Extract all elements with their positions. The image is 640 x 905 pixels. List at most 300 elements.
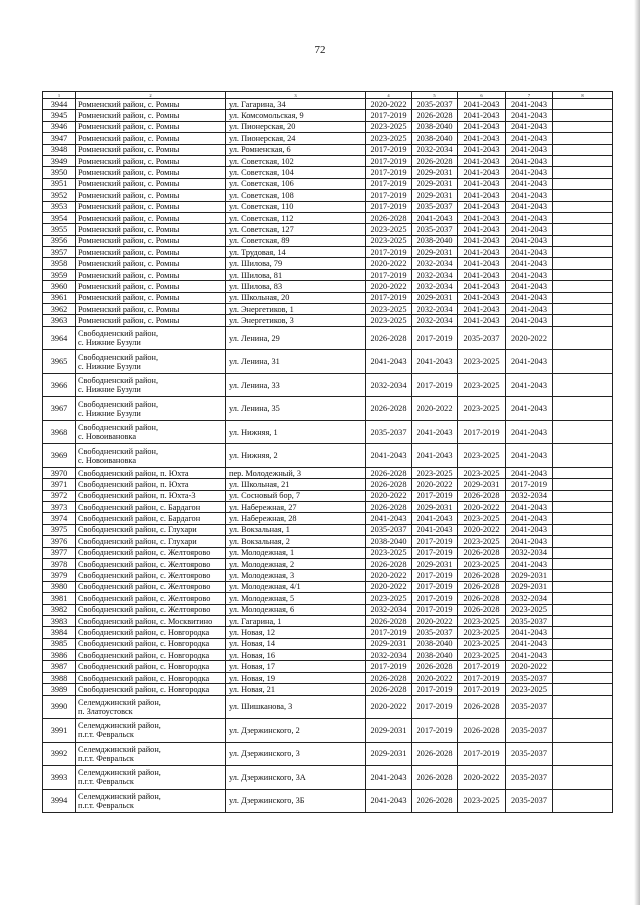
cell-c5: 2029-2031 <box>412 167 458 178</box>
table-row <box>43 479 613 490</box>
cell-c7: 2041-2043 <box>506 224 553 235</box>
cell-area: Ромненский район, с. Ромны <box>76 315 226 326</box>
cell-area: Ромненский район, с. Ромны <box>76 269 226 280</box>
cell-c6: 2023-2025 <box>458 650 506 661</box>
cell-c6: 2041-2043 <box>458 292 506 303</box>
cell-c6: 2026-2028 <box>458 581 506 592</box>
cell-c6: 2041-2043 <box>458 304 506 315</box>
cell-num: 3976 <box>43 536 76 547</box>
cell-addr: ул. Ленина, 31 <box>226 350 366 374</box>
cell-c5: 2020-2022 <box>412 672 458 683</box>
cell-c7: 2041-2043 <box>506 292 553 303</box>
cell-c5: 2023-2025 <box>412 467 458 478</box>
cell-c7: 2041-2043 <box>506 201 553 212</box>
cell-c8 <box>553 190 613 201</box>
cell-addr: ул. Комсомольская, 9 <box>226 110 366 121</box>
cell-addr: ул. Пионерская, 24 <box>226 133 366 144</box>
cell-addr: ул. Новая, 21 <box>226 684 366 695</box>
cell-c8 <box>553 99 613 110</box>
cell-c4: 2029-2031 <box>366 638 412 649</box>
cell-c4: 2026-2028 <box>366 212 412 223</box>
cell-c7: 2041-2043 <box>506 501 553 512</box>
cell-num: 3987 <box>43 661 76 672</box>
cell-num: 3966 <box>43 373 76 397</box>
cell-area: Свободненский район, с. Москвитино <box>76 615 226 626</box>
cell-c5: 2017-2019 <box>412 326 458 350</box>
cell-c7: 2023-2025 <box>506 684 553 695</box>
column-number: 8 <box>553 92 613 99</box>
cell-c4: 2023-2025 <box>366 121 412 132</box>
cell-c8 <box>553 420 613 444</box>
cell-c7: 2041-2043 <box>506 167 553 178</box>
cell-c6: 2023-2025 <box>458 558 506 569</box>
cell-addr: ул. Советская, 127 <box>226 224 366 235</box>
cell-c4: 2023-2025 <box>366 235 412 246</box>
cell-addr: ул. Школьная, 20 <box>226 292 366 303</box>
table-row <box>43 661 613 672</box>
cell-addr: ул. Молодежная, 2 <box>226 558 366 569</box>
cell-c6: 2041-2043 <box>458 235 506 246</box>
cell-c5: 2032-2034 <box>412 258 458 269</box>
cell-addr: ул. Гагарина, 1 <box>226 615 366 626</box>
cell-c7: 2041-2043 <box>506 304 553 315</box>
cell-c8 <box>553 661 613 672</box>
cell-c7: 2023-2025 <box>506 604 553 615</box>
cell-c7: 2020-2022 <box>506 326 553 350</box>
cell-c8 <box>553 581 613 592</box>
cell-area: Свободненский район, п. Юхта <box>76 467 226 478</box>
cell-c6: 2041-2043 <box>458 247 506 258</box>
cell-c6: 2041-2043 <box>458 144 506 155</box>
cell-c4: 2041-2043 <box>366 444 412 468</box>
cell-c4: 2041-2043 <box>366 350 412 374</box>
cell-area: Ромненский район, с. Ромны <box>76 110 226 121</box>
cell-area: Ромненский район, с. Ромны <box>76 167 226 178</box>
table-row <box>43 121 613 132</box>
cell-area: Свободненский район, с. Желтоярово <box>76 547 226 558</box>
cell-num: 3956 <box>43 235 76 246</box>
cell-c8 <box>553 672 613 683</box>
cell-c8 <box>553 444 613 468</box>
cell-c7: 2041-2043 <box>506 110 553 121</box>
cell-num: 3992 <box>43 742 76 766</box>
cell-c6: 2023-2025 <box>458 397 506 421</box>
cell-area: Ромненский район, с. Ромны <box>76 212 226 223</box>
cell-c8 <box>553 742 613 766</box>
cell-c8 <box>553 501 613 512</box>
cell-c4: 2026-2028 <box>366 615 412 626</box>
cell-c5: 2017-2019 <box>412 570 458 581</box>
cell-c7: 2041-2043 <box>506 558 553 569</box>
table-row <box>43 167 613 178</box>
cell-c5: 2029-2031 <box>412 292 458 303</box>
cell-num: 3949 <box>43 155 76 166</box>
cell-num: 3958 <box>43 258 76 269</box>
cell-c4: 2017-2019 <box>366 292 412 303</box>
cell-c6: 2026-2028 <box>458 490 506 501</box>
table-row <box>43 133 613 144</box>
cell-c5: 2032-2034 <box>412 304 458 315</box>
cell-c6: 2023-2025 <box>458 615 506 626</box>
cell-area: Свободненский район, с. Желтоярово <box>76 604 226 615</box>
cell-area: Селемджинский район, п. Златоустовск <box>76 695 226 719</box>
cell-c4: 2017-2019 <box>366 110 412 121</box>
cell-num: 3975 <box>43 524 76 535</box>
cell-c6: 2023-2025 <box>458 789 506 813</box>
cell-c7: 2041-2043 <box>506 444 553 468</box>
cell-c4: 2032-2034 <box>366 604 412 615</box>
table-row <box>43 269 613 280</box>
cell-c6: 2023-2025 <box>458 350 506 374</box>
cell-num: 3946 <box>43 121 76 132</box>
cell-c6: 2026-2028 <box>458 593 506 604</box>
cell-area: Ромненский район, с. Ромны <box>76 247 226 258</box>
cell-c6: 2035-2037 <box>458 326 506 350</box>
cell-num: 3985 <box>43 638 76 649</box>
cell-c7: 2041-2043 <box>506 420 553 444</box>
cell-addr: ул. Нижняя, 2 <box>226 444 366 468</box>
cell-c4: 2023-2025 <box>366 547 412 558</box>
cell-area: Свободненский район, с. Нижние Бузули <box>76 373 226 397</box>
cell-c5: 2017-2019 <box>412 547 458 558</box>
cell-c6: 2026-2028 <box>458 570 506 581</box>
cell-c4: 2023-2025 <box>366 133 412 144</box>
table-row <box>43 110 613 121</box>
table-row <box>43 558 613 569</box>
cell-c5: 2026-2028 <box>412 742 458 766</box>
cell-c7: 2032-2034 <box>506 593 553 604</box>
cell-c5: 2041-2043 <box>412 212 458 223</box>
cell-c8 <box>553 638 613 649</box>
schedule-table-container <box>42 91 612 813</box>
cell-num: 3972 <box>43 490 76 501</box>
cell-c6: 2017-2019 <box>458 661 506 672</box>
cell-num: 3989 <box>43 684 76 695</box>
cell-c6: 2041-2043 <box>458 315 506 326</box>
scan-edge-shadow <box>634 0 640 905</box>
cell-c6: 2041-2043 <box>458 269 506 280</box>
cell-area: Свободненский район, с. Желтоярово <box>76 593 226 604</box>
cell-c7: 2041-2043 <box>506 513 553 524</box>
cell-c8 <box>553 235 613 246</box>
cell-c6: 2017-2019 <box>458 742 506 766</box>
cell-c6: 2026-2028 <box>458 695 506 719</box>
cell-c7: 2035-2037 <box>506 695 553 719</box>
cell-c6: 2023-2025 <box>458 513 506 524</box>
cell-c4: 2017-2019 <box>366 627 412 638</box>
cell-c8 <box>553 281 613 292</box>
cell-num: 3962 <box>43 304 76 315</box>
cell-c5: 2017-2019 <box>412 490 458 501</box>
cell-c7: 2041-2043 <box>506 133 553 144</box>
cell-area: Свободненский район, с. Новгородка <box>76 650 226 661</box>
cell-num: 3950 <box>43 167 76 178</box>
table-row <box>43 524 613 535</box>
cell-c8 <box>553 695 613 719</box>
cell-c8 <box>553 719 613 743</box>
cell-c6: 2041-2043 <box>458 167 506 178</box>
cell-area: Свободненский район, с. Нижние Бузули <box>76 397 226 421</box>
cell-c4: 2017-2019 <box>366 201 412 212</box>
cell-num: 3944 <box>43 99 76 110</box>
cell-c5: 2032-2034 <box>412 315 458 326</box>
cell-c7: 2020-2022 <box>506 661 553 672</box>
cell-area: Ромненский район, с. Ромны <box>76 258 226 269</box>
cell-addr: ул. Молодежная, 6 <box>226 604 366 615</box>
cell-num: 3994 <box>43 789 76 813</box>
cell-c6: 2017-2019 <box>458 684 506 695</box>
cell-area: Ромненский район, с. Ромны <box>76 144 226 155</box>
cell-area: Ромненский район, с. Ромны <box>76 281 226 292</box>
table-row <box>43 350 613 374</box>
table-row <box>43 490 613 501</box>
cell-c6: 2041-2043 <box>458 258 506 269</box>
cell-num: 3947 <box>43 133 76 144</box>
cell-area: Свободненский район, с. Новгородка <box>76 661 226 672</box>
cell-area: Ромненский район, с. Ромны <box>76 121 226 132</box>
cell-addr: ул. Трудовая, 14 <box>226 247 366 258</box>
table-row <box>43 190 613 201</box>
table-row <box>43 547 613 558</box>
column-number: 7 <box>506 92 553 99</box>
cell-area: Ромненский район, с. Ромны <box>76 292 226 303</box>
cell-c6: 2023-2025 <box>458 373 506 397</box>
cell-c6: 2026-2028 <box>458 604 506 615</box>
cell-c8 <box>553 513 613 524</box>
cell-c5: 2035-2037 <box>412 201 458 212</box>
cell-num: 3983 <box>43 615 76 626</box>
cell-c7: 2035-2037 <box>506 789 553 813</box>
cell-c5: 2038-2040 <box>412 121 458 132</box>
cell-c7: 2017-2019 <box>506 479 553 490</box>
cell-c6: 2023-2025 <box>458 627 506 638</box>
cell-addr: ул. Молодежная, 4/1 <box>226 581 366 592</box>
table-body <box>43 92 613 813</box>
table-row <box>43 397 613 421</box>
table-row <box>43 144 613 155</box>
table-row <box>43 719 613 743</box>
cell-addr: ул. Советская, 102 <box>226 155 366 166</box>
table-row <box>43 684 613 695</box>
cell-area: Ромненский район, с. Ромны <box>76 190 226 201</box>
cell-area: Свободненский район, с. Новгородка <box>76 684 226 695</box>
cell-c6: 2026-2028 <box>458 719 506 743</box>
cell-c8 <box>553 570 613 581</box>
cell-num: 3978 <box>43 558 76 569</box>
cell-addr: ул. Ленина, 29 <box>226 326 366 350</box>
cell-addr: ул. Новая, 16 <box>226 650 366 661</box>
cell-c6: 2017-2019 <box>458 672 506 683</box>
cell-c8 <box>553 558 613 569</box>
cell-num: 3971 <box>43 479 76 490</box>
cell-c8 <box>553 247 613 258</box>
cell-area: Свободненский район, с. Желтоярово <box>76 581 226 592</box>
cell-num: 3948 <box>43 144 76 155</box>
cell-num: 3952 <box>43 190 76 201</box>
cell-c5: 2032-2034 <box>412 144 458 155</box>
table-row <box>43 650 613 661</box>
cell-c7: 2035-2037 <box>506 742 553 766</box>
cell-area: Свободненский район, с. Новгородка <box>76 638 226 649</box>
cell-c8 <box>553 789 613 813</box>
cell-c6: 2020-2022 <box>458 501 506 512</box>
cell-area: Свободненский район, с. Новгородка <box>76 627 226 638</box>
cell-c5: 2035-2037 <box>412 627 458 638</box>
cell-c5: 2041-2043 <box>412 420 458 444</box>
cell-c8 <box>553 133 613 144</box>
cell-c8 <box>553 490 613 501</box>
cell-c8 <box>553 615 613 626</box>
table-row <box>43 373 613 397</box>
cell-c4: 2035-2037 <box>366 420 412 444</box>
cell-c4: 2038-2040 <box>366 536 412 547</box>
cell-num: 3963 <box>43 315 76 326</box>
cell-c6: 2020-2022 <box>458 766 506 790</box>
cell-c6: 2041-2043 <box>458 121 506 132</box>
cell-addr: ул. Дзержинского, 3Б <box>226 789 366 813</box>
table-row <box>43 178 613 189</box>
table-row <box>43 695 613 719</box>
table-row <box>43 315 613 326</box>
cell-area: Свободненский район, с. Нижние Бузули <box>76 350 226 374</box>
cell-c4: 2017-2019 <box>366 269 412 280</box>
cell-addr: ул. Молодежная, 5 <box>226 593 366 604</box>
cell-addr: ул. Гагарина, 34 <box>226 99 366 110</box>
cell-num: 3965 <box>43 350 76 374</box>
cell-area: Свободненский район, с. Бардагон <box>76 513 226 524</box>
cell-addr: ул. Шилова, 79 <box>226 258 366 269</box>
cell-c5: 2032-2034 <box>412 269 458 280</box>
cell-num: 3968 <box>43 420 76 444</box>
cell-c7: 2041-2043 <box>506 212 553 223</box>
cell-addr: ул. Дзержинского, 3 <box>226 742 366 766</box>
cell-c7: 2041-2043 <box>506 155 553 166</box>
cell-c8 <box>553 304 613 315</box>
cell-area: Свободненский район, с. Желтоярово <box>76 558 226 569</box>
cell-c4: 2026-2028 <box>366 479 412 490</box>
cell-num: 3953 <box>43 201 76 212</box>
cell-addr: ул. Новая, 14 <box>226 638 366 649</box>
cell-c6: 2041-2043 <box>458 281 506 292</box>
cell-c5: 2032-2034 <box>412 281 458 292</box>
cell-area: Ромненский район, с. Ромны <box>76 178 226 189</box>
cell-num: 3981 <box>43 593 76 604</box>
cell-c8 <box>553 350 613 374</box>
cell-num: 3993 <box>43 766 76 790</box>
cell-c7: 2041-2043 <box>506 269 553 280</box>
cell-c5: 2020-2022 <box>412 615 458 626</box>
cell-c6: 2026-2028 <box>458 547 506 558</box>
cell-c6: 2023-2025 <box>458 467 506 478</box>
table-row <box>43 212 613 223</box>
cell-c4: 2026-2028 <box>366 326 412 350</box>
cell-c8 <box>553 258 613 269</box>
table-row <box>43 467 613 478</box>
cell-addr: ул. Ленина, 33 <box>226 373 366 397</box>
cell-c4: 2017-2019 <box>366 247 412 258</box>
cell-c6: 2023-2025 <box>458 638 506 649</box>
cell-c8 <box>553 121 613 132</box>
cell-num: 3973 <box>43 501 76 512</box>
cell-num: 3959 <box>43 269 76 280</box>
cell-num: 3954 <box>43 212 76 223</box>
cell-c5: 2029-2031 <box>412 501 458 512</box>
cell-area: Ромненский район, с. Ромны <box>76 201 226 212</box>
cell-c8 <box>553 373 613 397</box>
cell-area: Селемджинский район, п.г.т. Февральск <box>76 719 226 743</box>
column-number: 5 <box>412 92 458 99</box>
column-number: 4 <box>366 92 412 99</box>
cell-addr: ул. Пионерская, 20 <box>226 121 366 132</box>
cell-area: Свободненский район, п. Юхта <box>76 479 226 490</box>
cell-c8 <box>553 467 613 478</box>
cell-c8 <box>553 479 613 490</box>
cell-area: Свободненский район, с. Нижние Бузули <box>76 326 226 350</box>
cell-c8 <box>553 155 613 166</box>
cell-c4: 2026-2028 <box>366 467 412 478</box>
cell-addr: ул. Сосновый бор, 7 <box>226 490 366 501</box>
cell-c8 <box>553 167 613 178</box>
cell-c5: 2041-2043 <box>412 513 458 524</box>
cell-c8 <box>553 684 613 695</box>
cell-area: Свободненский район, с. Желтоярово <box>76 570 226 581</box>
cell-c8 <box>553 110 613 121</box>
table-row <box>43 155 613 166</box>
cell-num: 3991 <box>43 719 76 743</box>
cell-c8 <box>553 326 613 350</box>
table-row <box>43 201 613 212</box>
table-row <box>43 304 613 315</box>
cell-c5: 2038-2040 <box>412 133 458 144</box>
cell-c5: 2041-2043 <box>412 350 458 374</box>
table-row <box>43 536 613 547</box>
cell-addr: ул. Нижняя, 1 <box>226 420 366 444</box>
cell-addr: пер. Молодежный, 3 <box>226 467 366 478</box>
cell-area: Ромненский район, с. Ромны <box>76 133 226 144</box>
cell-c7: 2041-2043 <box>506 524 553 535</box>
table-row <box>43 444 613 468</box>
column-number: 2 <box>76 92 226 99</box>
cell-c6: 2017-2019 <box>458 420 506 444</box>
cell-c8 <box>553 224 613 235</box>
cell-area: Ромненский район, с. Ромны <box>76 224 226 235</box>
table-row <box>43 766 613 790</box>
table-row <box>43 627 613 638</box>
table-row <box>43 326 613 350</box>
cell-num: 3977 <box>43 547 76 558</box>
cell-addr: ул. Советская, 112 <box>226 212 366 223</box>
cell-c4: 2020-2022 <box>366 490 412 501</box>
cell-c8 <box>553 536 613 547</box>
cell-c4: 2020-2022 <box>366 695 412 719</box>
table-row <box>43 638 613 649</box>
cell-c5: 2017-2019 <box>412 581 458 592</box>
cell-area: Ромненский район, с. Ромны <box>76 304 226 315</box>
table-row <box>43 513 613 524</box>
cell-c4: 2023-2025 <box>366 315 412 326</box>
cell-c8 <box>553 547 613 558</box>
cell-num: 3990 <box>43 695 76 719</box>
cell-c7: 2041-2043 <box>506 178 553 189</box>
cell-c5: 2017-2019 <box>412 373 458 397</box>
cell-addr: ул. Советская, 108 <box>226 190 366 201</box>
cell-c5: 2017-2019 <box>412 684 458 695</box>
cell-area: Свободненский район, с. Бардагон <box>76 501 226 512</box>
cell-c4: 2041-2043 <box>366 789 412 813</box>
cell-c8 <box>553 212 613 223</box>
column-number-row <box>43 92 613 99</box>
cell-c5: 2041-2043 <box>412 524 458 535</box>
